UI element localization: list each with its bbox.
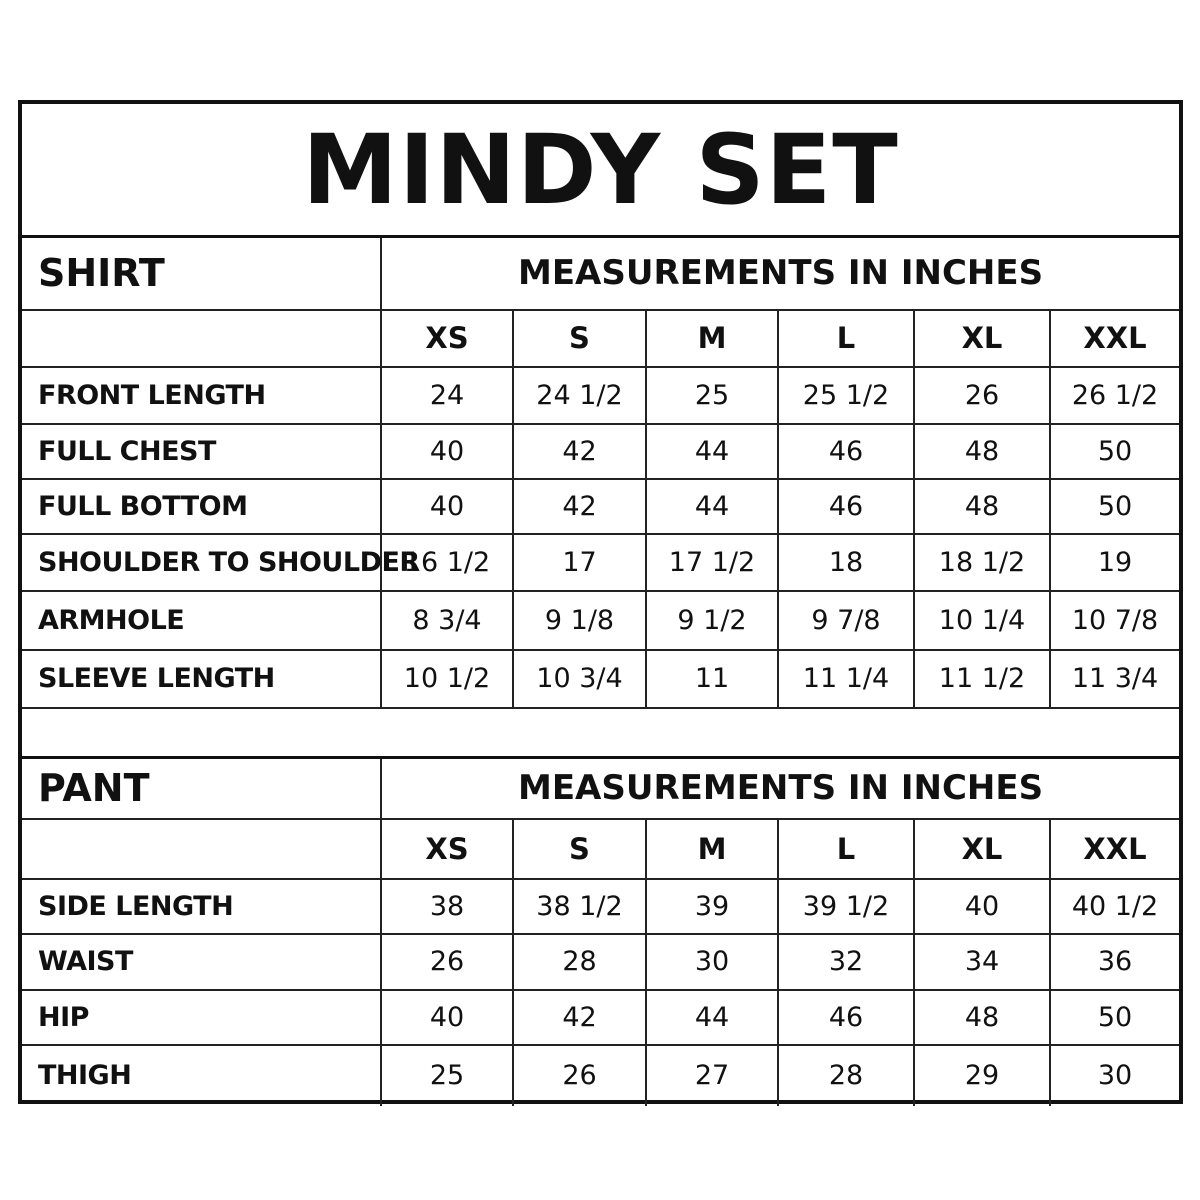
shirt-sizes-blank-cell <box>22 310 381 367</box>
pant-size-xs: XS <box>381 819 513 879</box>
table-cell: 40 1/2 <box>1050 879 1179 934</box>
pant-header-row <box>22 758 1179 819</box>
table-cell: 25 <box>381 1045 513 1106</box>
table-cell: 11 1/2 <box>914 650 1050 708</box>
table-row <box>22 879 1179 934</box>
table-cell: 28 <box>513 934 646 990</box>
table-cell: 17 1/2 <box>646 534 778 591</box>
row-label: FRONT LENGTH <box>22 367 381 424</box>
table-cell: 34 <box>914 934 1050 990</box>
shirt-size-l: L <box>778 310 914 367</box>
table-cell: 46 <box>778 479 914 534</box>
row-label: FULL CHEST <box>22 424 381 479</box>
table-cell: 50 <box>1050 990 1179 1045</box>
table-cell: 38 <box>381 879 513 934</box>
shirt-section-title: SHIRT <box>22 237 381 310</box>
table-cell: 42 <box>513 990 646 1045</box>
table-cell: 28 <box>778 1045 914 1106</box>
pant-sizes-row <box>22 819 1179 879</box>
table-cell: 44 <box>646 479 778 534</box>
table-row <box>22 479 1179 534</box>
table-cell: 30 <box>1050 1045 1179 1106</box>
table-cell: 42 <box>513 479 646 534</box>
pant-measurements-label: MEASUREMENTS IN INCHES <box>381 758 1179 819</box>
table-cell: 9 1/8 <box>513 591 646 650</box>
size-chart <box>18 100 1183 1104</box>
table-row <box>22 934 1179 990</box>
table-cell: 44 <box>646 424 778 479</box>
table-cell: 9 1/2 <box>646 591 778 650</box>
pant-size-xl: XL <box>914 819 1050 879</box>
row-label: SLEEVE LENGTH <box>22 650 381 708</box>
shirt-sizes-row <box>22 310 1179 367</box>
table-cell: 10 1/2 <box>381 650 513 708</box>
table-cell: 39 <box>646 879 778 934</box>
shirt-measurements-label: MEASUREMENTS IN INCHES <box>381 237 1179 310</box>
shirt-size-m: M <box>646 310 778 367</box>
table-cell: 38 1/2 <box>513 879 646 934</box>
table-cell: 36 <box>1050 934 1179 990</box>
table-cell: 40 <box>381 479 513 534</box>
table-row <box>22 990 1179 1045</box>
table-cell: 48 <box>914 424 1050 479</box>
table-cell: 26 <box>381 934 513 990</box>
shirt-size-xl: XL <box>914 310 1050 367</box>
table-cell: 10 3/4 <box>513 650 646 708</box>
shirt-size-xs: XS <box>381 310 513 367</box>
table-cell: 32 <box>778 934 914 990</box>
table-cell: 10 1/4 <box>914 591 1050 650</box>
table-cell: 24 1/2 <box>513 367 646 424</box>
pant-size-xxl: XXL <box>1050 819 1179 879</box>
shirt-size-xxl: XXL <box>1050 310 1179 367</box>
row-label: SHOULDER TO SHOULDER <box>22 534 381 591</box>
table-cell: 40 <box>381 424 513 479</box>
table-cell: 11 <box>646 650 778 708</box>
row-label: THIGH <box>22 1045 381 1106</box>
row-label: FULL BOTTOM <box>22 479 381 534</box>
table-row <box>22 591 1179 650</box>
chart-title: MINDY SET <box>302 113 899 226</box>
table-cell: 24 <box>381 367 513 424</box>
table-cell: 46 <box>778 990 914 1045</box>
table-cell: 10 7/8 <box>1050 591 1179 650</box>
row-label: WAIST <box>22 934 381 990</box>
table-cell: 27 <box>646 1045 778 1106</box>
table-cell: 18 <box>778 534 914 591</box>
table-cell: 46 <box>778 424 914 479</box>
table-cell: 8 3/4 <box>381 591 513 650</box>
table-cell: 26 <box>513 1045 646 1106</box>
table-cell: 18 1/2 <box>914 534 1050 591</box>
table-cell: 11 3/4 <box>1050 650 1179 708</box>
table-cell: 25 <box>646 367 778 424</box>
table-cell: 50 <box>1050 424 1179 479</box>
pant-section-title: PANT <box>22 758 381 819</box>
table-cell: 29 <box>914 1045 1050 1106</box>
table-cell: 39 1/2 <box>778 879 914 934</box>
table-cell: 19 <box>1050 534 1179 591</box>
table-cell: 40 <box>914 879 1050 934</box>
table-cell: 30 <box>646 934 778 990</box>
shirt-header-row <box>22 237 1179 310</box>
table-cell: 17 <box>513 534 646 591</box>
table-row <box>22 534 1179 591</box>
table-row <box>22 1045 1179 1106</box>
pant-sizes-blank-cell <box>22 819 381 879</box>
table-cell: 25 1/2 <box>778 367 914 424</box>
table-cell: 16 1/2 <box>381 534 513 591</box>
table-cell: 9 7/8 <box>778 591 914 650</box>
table-cell: 48 <box>914 479 1050 534</box>
pant-size-l: L <box>778 819 914 879</box>
row-label: ARMHOLE <box>22 591 381 650</box>
table-cell: 44 <box>646 990 778 1045</box>
pant-table <box>22 756 1179 1106</box>
table-cell: 26 <box>914 367 1050 424</box>
section-spacer <box>22 707 1179 756</box>
pant-size-m: M <box>646 819 778 879</box>
table-row <box>22 650 1179 708</box>
table-cell: 42 <box>513 424 646 479</box>
shirt-table <box>22 235 1179 709</box>
table-cell: 40 <box>381 990 513 1045</box>
table-row <box>22 424 1179 479</box>
table-cell: 48 <box>914 990 1050 1045</box>
row-label: SIDE LENGTH <box>22 879 381 934</box>
table-cell: 11 1/4 <box>778 650 914 708</box>
table-cell: 50 <box>1050 479 1179 534</box>
pant-size-s: S <box>513 819 646 879</box>
row-label: HIP <box>22 990 381 1045</box>
table-row <box>22 367 1179 424</box>
shirt-size-s: S <box>513 310 646 367</box>
table-cell: 26 1/2 <box>1050 367 1179 424</box>
